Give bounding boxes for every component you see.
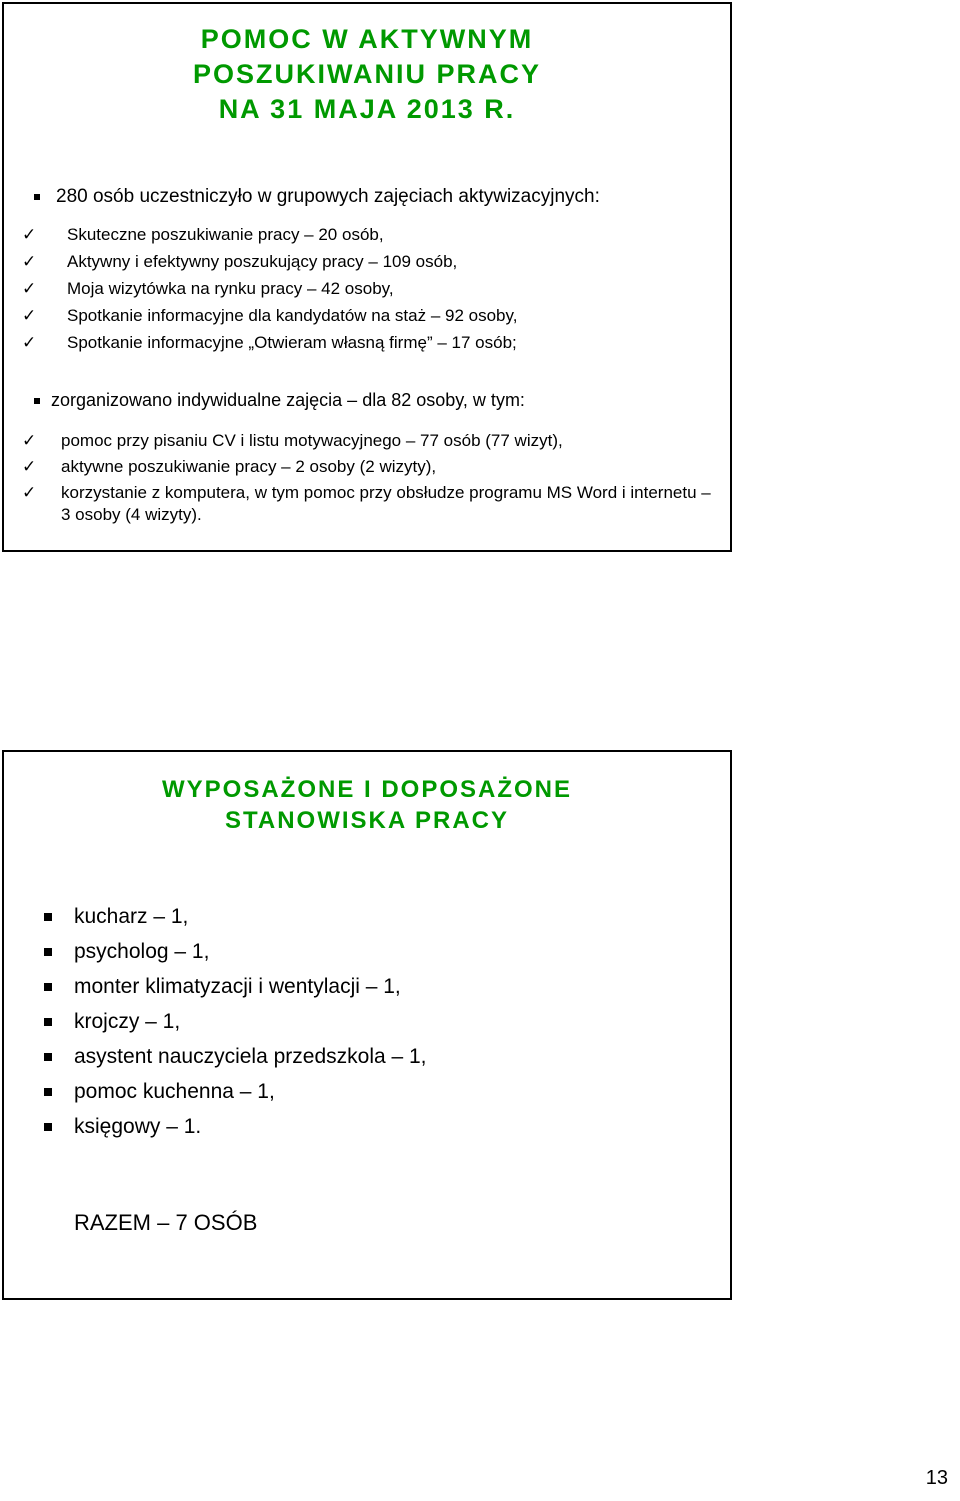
individual-classes-text: zorganizowano indywidualne zajęcia – dla 82 osoby, w tym:	[51, 390, 525, 410]
list-item	[44, 1079, 427, 1114]
square-bullet-icon	[34, 194, 40, 200]
list-item-text: monter klimatyzacji i wentylacji – 1,	[74, 975, 401, 998]
list-item-text: Moja wizytówka na rynku pracy – 42 osoby,	[67, 279, 394, 298]
title-line: POSZUKIWANIU PRACY	[192, 59, 542, 89]
list-item	[22, 251, 517, 278]
title-line: STANOWISKA PRACY	[225, 807, 509, 834]
list-item-text: pomoc przy pisaniu CV i listu motywacyjnego – 77 osób (77 wizyt),	[61, 431, 563, 450]
list-item-text: krojczy – 1,	[74, 1010, 181, 1033]
list-item	[44, 1044, 427, 1079]
list-item	[22, 482, 711, 526]
list-item-text: księgowy – 1.	[74, 1115, 202, 1138]
checkmark-icon: ✓	[22, 252, 37, 272]
individual-classes-heading	[34, 390, 525, 411]
list-item-text: Spotkanie informacyjne dla kandydatów na staż – 92 osoby,	[67, 306, 518, 325]
checkmark-icon: ✓	[22, 431, 37, 451]
checkmark-icon: ✓	[22, 225, 37, 245]
group-classes-heading	[34, 186, 600, 208]
list-item-text: kucharz – 1,	[74, 905, 189, 928]
square-bullet-icon	[44, 1018, 52, 1026]
list-item	[22, 332, 517, 359]
list-item-text: psycholog – 1,	[74, 940, 210, 963]
page-number: 13	[925, 1467, 948, 1489]
list-item	[22, 305, 517, 332]
list-item-text: Spotkanie informacyjne „Otwieram własną firmę” – 17 osób;	[67, 333, 517, 352]
list-item	[22, 456, 711, 478]
slide-title	[4, 22, 730, 127]
list-item	[22, 430, 711, 452]
list-item	[22, 224, 517, 251]
square-bullet-icon	[44, 913, 52, 921]
checkmark-icon: ✓	[22, 333, 37, 353]
square-bullet-icon	[34, 398, 40, 404]
list-item-text: asystent nauczyciela przedszkola – 1,	[74, 1045, 427, 1068]
slide-job-search-help	[2, 2, 732, 552]
square-bullet-icon	[44, 983, 52, 991]
title-line: WYPOSAŻONE I DOPOSAŻONE	[161, 776, 573, 803]
list-item-text: korzystanie z komputera, w tym pomoc przy obsłudze programu MS Word i internetu – 3 osoby (4 wizyty).	[61, 483, 711, 524]
title-line: NA 31 MAJA 2013 R.	[218, 94, 516, 124]
workstation-list	[44, 904, 427, 1149]
list-item	[22, 278, 517, 305]
square-bullet-icon	[44, 1088, 52, 1096]
group-classes-list	[22, 224, 517, 359]
square-bullet-icon	[44, 1053, 52, 1061]
checkmark-icon: ✓	[22, 279, 37, 299]
individual-classes-list	[22, 430, 711, 530]
total-summary: RAZEM – 7 OSÓB	[74, 1210, 258, 1235]
list-item-text: Skuteczne poszukiwanie pracy – 20 osób,	[67, 225, 384, 244]
checkmark-icon: ✓	[22, 306, 37, 326]
list-item-text: aktywne poszukiwanie pracy – 2 osoby (2 wizyty),	[61, 457, 437, 476]
slide-title	[4, 774, 730, 836]
checkmark-icon: ✓	[22, 457, 37, 477]
list-item-text: pomoc kuchenna – 1,	[74, 1080, 275, 1103]
list-item	[44, 904, 427, 939]
list-item-text: Aktywny i efektywny poszukujący pracy – 109 osób,	[67, 252, 458, 271]
title-line: POMOC W AKTYWNYM	[200, 24, 534, 54]
group-classes-text: 280 osób uczestniczyło w grupowych zajęciach aktywizacyjnych:	[56, 186, 600, 207]
list-item	[44, 1114, 427, 1149]
slide-equipped-workstations	[2, 750, 732, 1300]
list-item	[44, 939, 427, 974]
list-item	[44, 1009, 427, 1044]
list-item	[44, 974, 427, 1009]
square-bullet-icon	[44, 1123, 52, 1131]
checkmark-icon: ✓	[22, 483, 37, 503]
square-bullet-icon	[44, 948, 52, 956]
